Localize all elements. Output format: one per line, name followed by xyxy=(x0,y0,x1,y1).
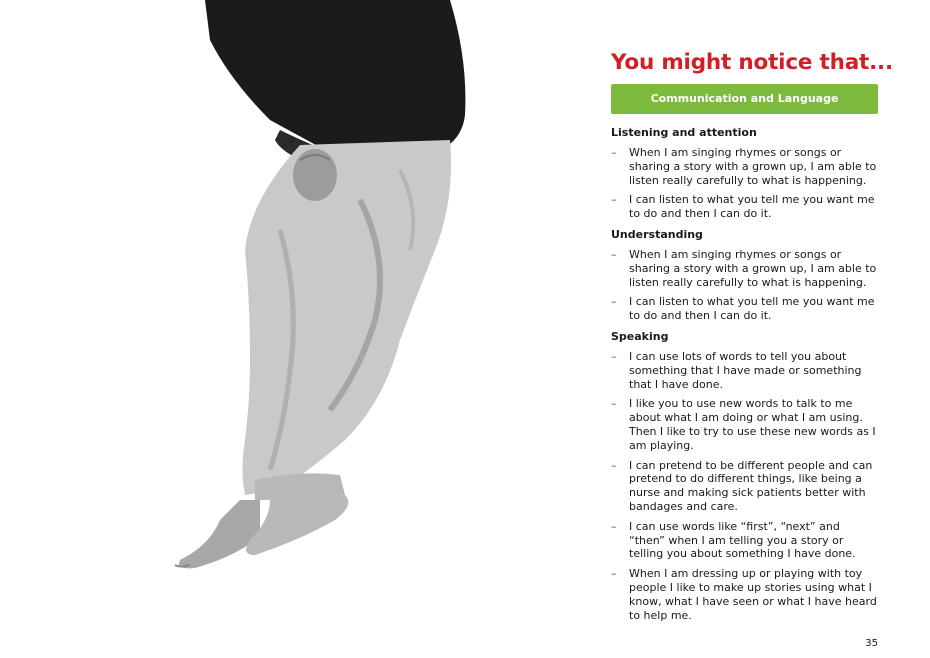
dash-bullet-icon: – xyxy=(611,397,617,411)
list-item: – I can pretend to be different people and can pretend to do different things, like being a nurse and making sick patients better with bandages and care. xyxy=(611,458,873,513)
dash-bullet-icon: – xyxy=(611,193,617,207)
child-jumping-photo xyxy=(150,0,480,600)
section-title: Speaking xyxy=(611,329,669,343)
dash-bullet-icon: – xyxy=(611,349,617,363)
dash-bullet-icon: – xyxy=(611,458,617,472)
list-item: – When I am dressing up or playing with toy people I like to make up stories using what I know, what I have seen or what I have heard to help me. xyxy=(611,567,877,622)
dash-bullet-icon: – xyxy=(611,146,617,159)
bullet-list xyxy=(611,248,878,323)
bullet-list xyxy=(611,350,878,622)
section-title: Listening and attention xyxy=(611,126,757,139)
list-item: – I can listen to what you tell me you want me to do and then I can do it. xyxy=(611,295,875,323)
list-item: – When I am singing rhymes or songs or sharing a story with a grown up, I am able to listen really carefully to what is happening. xyxy=(611,247,877,289)
list-item: – I can use words like “first”, “next” and “then” when I am telling you a story or telling you about something I have done. xyxy=(611,519,856,561)
section-speaking xyxy=(611,330,878,622)
dash-bullet-icon: – xyxy=(611,567,617,581)
list-item: – When I am singing rhymes or songs or sharing a story with a grown up, I am able to listen really carefully to what is happening. xyxy=(611,146,877,187)
list-item: – I like you to use new words to talk to me about what I am doing or what I am using. Then I like to try to use these new words as I am playing. xyxy=(611,397,876,452)
section-understanding xyxy=(611,228,878,323)
list-item: – I can listen to what you tell me you want me to do and then I can do it. xyxy=(611,193,875,221)
page-number: 35 xyxy=(865,638,878,649)
bullet-list xyxy=(611,146,878,221)
dash-bullet-icon: – xyxy=(611,247,617,261)
section-title: Understanding xyxy=(611,227,703,241)
page-heading: You might notice that... xyxy=(611,50,893,75)
dash-bullet-icon: – xyxy=(611,519,617,533)
dash-bullet-icon: – xyxy=(611,295,617,309)
text-column xyxy=(611,50,893,629)
list-item: – I can use lots of words to tell you about something that I have made or something that I have done. xyxy=(611,349,862,391)
section-banner: Communication and Language xyxy=(611,84,878,114)
section-listening xyxy=(611,126,878,221)
